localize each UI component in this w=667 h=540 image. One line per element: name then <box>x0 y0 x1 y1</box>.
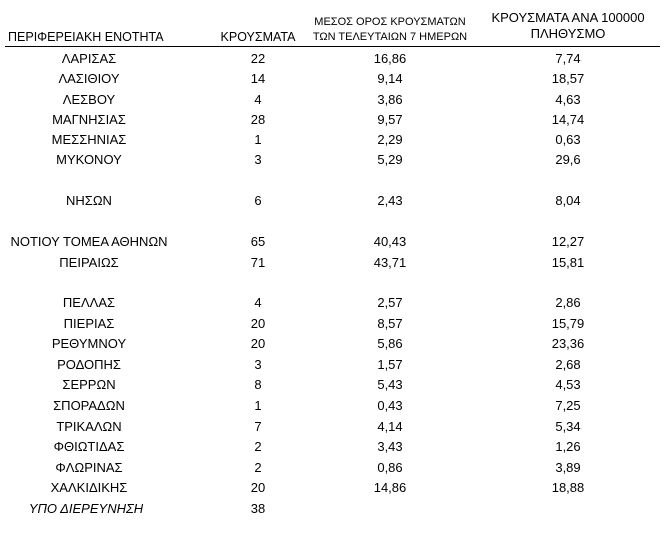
table-row <box>0 335 667 352</box>
region-name: ΛΑΡΙΣΑΣ <box>61 51 117 66</box>
per-100000-value: 0,63 <box>555 132 581 147</box>
cases-value: 6 <box>254 193 262 208</box>
per-100000-value: 15,81 <box>551 255 585 270</box>
avg-value: 5,29 <box>377 152 403 167</box>
table-row <box>0 192 667 209</box>
region-name: ΜΑΓΝΗΣΙΑΣ <box>52 112 126 127</box>
cases-value: 2 <box>254 460 262 475</box>
avg-value: 43,71 <box>373 255 407 270</box>
per-100000-value: 8,04 <box>555 193 581 208</box>
avg-value: 3,86 <box>377 92 403 107</box>
avg-value: 14,86 <box>373 480 407 495</box>
table-row <box>0 233 667 250</box>
header-avg-line2: ΤΩΝ ΤΕΛΕΥΤΑΙΩΝ 7 ΗΜΕΡΩΝ <box>312 31 468 43</box>
region-name: ΝΗΣΩΝ <box>66 193 112 208</box>
avg-value: 0,86 <box>377 460 403 475</box>
region-name: ΠΙΕΡΙΑΣ <box>63 316 115 331</box>
table-row <box>0 397 667 414</box>
table-row <box>0 151 667 168</box>
header-per-100000 <box>478 10 658 42</box>
region-name: ΡΕΘΥΜΝΟΥ <box>51 336 127 351</box>
region-name: ΜΕΣΣΗΝΙΑΣ <box>51 132 127 147</box>
cases-value: 1 <box>254 398 262 413</box>
per-100000-value: 23,36 <box>551 336 585 351</box>
per-100000-value: 5,34 <box>555 419 581 434</box>
table-row <box>0 479 667 496</box>
table-row <box>0 294 667 311</box>
header-cases: ΚΡΟΥΣΜΑΤΑ <box>220 30 296 44</box>
per-100000-value: 29,6 <box>555 152 581 167</box>
table-row <box>0 91 667 108</box>
table-row <box>0 418 667 435</box>
avg-value: 1,57 <box>377 357 403 372</box>
region-name: ΝΟΤΙΟΥ ΤΟΜΕΑ ΑΘΗΝΩΝ <box>10 234 168 249</box>
region-name: ΣΠΟΡΑΔΩΝ <box>53 398 125 413</box>
per-100000-value: 2,68 <box>555 357 581 372</box>
cases-value: 65 <box>250 234 266 249</box>
avg-value: 2,29 <box>377 132 403 147</box>
region-name: ΥΠΟ ΔΙΕΡΕΥΝΗΣΗ <box>28 501 144 516</box>
cases-value: 22 <box>250 51 266 66</box>
region-name: ΠΕΙΡΑΙΩΣ <box>59 255 119 270</box>
header-divider <box>5 46 660 47</box>
per-100000-value: 7,74 <box>555 51 581 66</box>
cases-value: 71 <box>250 255 266 270</box>
table-row <box>0 131 667 148</box>
avg-value: 2,57 <box>377 295 403 310</box>
per-100000-value: 18,57 <box>551 71 585 86</box>
table-row <box>0 459 667 476</box>
cases-value: 28 <box>250 112 266 127</box>
per-100000-value: 15,79 <box>551 316 585 331</box>
avg-value: 5,43 <box>377 377 403 392</box>
table-row <box>0 376 667 393</box>
region-name: ΡΟΔΟΠΗΣ <box>57 357 121 372</box>
per-100000-value: 1,26 <box>555 439 581 454</box>
cases-value: 3 <box>254 152 262 167</box>
cases-value: 8 <box>254 377 262 392</box>
header-per-line1: ΚΡΟΥΣΜΑΤΑ ΑΝΑ 100000 <box>491 10 645 25</box>
table-row <box>0 70 667 87</box>
cases-value: 4 <box>254 92 262 107</box>
table-row <box>0 111 667 128</box>
per-100000-value: 4,63 <box>555 92 581 107</box>
cases-value: 20 <box>250 480 266 495</box>
cases-value: 20 <box>250 336 266 351</box>
cases-value: 3 <box>254 357 262 372</box>
header-per-line2: ΠΛΗΘΥΣΜΟ <box>530 26 606 41</box>
table-row <box>0 500 667 517</box>
per-100000-value: 2,86 <box>555 295 581 310</box>
avg-value: 3,43 <box>377 439 403 454</box>
table-row <box>0 50 667 67</box>
avg-value: 5,86 <box>377 336 403 351</box>
table-row <box>0 315 667 332</box>
avg-value: 2,43 <box>377 193 403 208</box>
per-100000-value: 3,89 <box>555 460 581 475</box>
avg-value: 8,57 <box>377 316 403 331</box>
cases-value: 2 <box>254 439 262 454</box>
per-100000-value: 14,74 <box>551 112 585 127</box>
region-name: ΛΑΣΙΘΙΟΥ <box>58 71 120 86</box>
per-100000-value: 18,88 <box>551 480 585 495</box>
region-name: ΧΑΛΚΙΔΙΚΗΣ <box>50 480 128 495</box>
region-name: ΜΥΚΟΝΟΥ <box>56 152 122 167</box>
cases-value: 14 <box>250 71 266 86</box>
header-region: ΠΕΡΙΦΕΡΕΙΑΚΗ ΕΝΟΤΗΤΑ <box>8 30 164 44</box>
region-name: ΛΕΣΒΟΥ <box>62 92 116 107</box>
table-row <box>0 438 667 455</box>
cases-value: 4 <box>254 295 262 310</box>
avg-value: 40,43 <box>373 234 407 249</box>
cases-value: 20 <box>250 316 266 331</box>
cases-value: 7 <box>254 419 262 434</box>
header-avg-line1: ΜΕΣΟΣ ΟΡΟΣ ΚΡΟΥΣΜΑΤΩΝ <box>314 16 466 28</box>
avg-value: 9,14 <box>377 71 403 86</box>
table-row <box>0 356 667 373</box>
header-avg <box>305 15 475 45</box>
region-name: ΤΡΙΚΑΛΩΝ <box>56 419 122 434</box>
avg-value: 0,43 <box>377 398 403 413</box>
region-name: ΠΕΛΛΑΣ <box>62 295 116 310</box>
avg-value: 16,86 <box>373 51 407 66</box>
region-name: ΦΛΩΡΙΝΑΣ <box>55 460 123 475</box>
region-name: ΦΘΙΩΤΙΔΑΣ <box>53 439 125 454</box>
region-name: ΣΕΡΡΩΝ <box>62 377 116 392</box>
table-row <box>0 254 667 271</box>
per-100000-value: 12,27 <box>551 234 585 249</box>
avg-value: 4,14 <box>377 419 403 434</box>
cases-value: 38 <box>250 501 266 516</box>
cases-value: 1 <box>254 132 262 147</box>
per-100000-value: 4,53 <box>555 377 581 392</box>
avg-value: 9,57 <box>377 112 403 127</box>
per-100000-value: 7,25 <box>555 398 581 413</box>
